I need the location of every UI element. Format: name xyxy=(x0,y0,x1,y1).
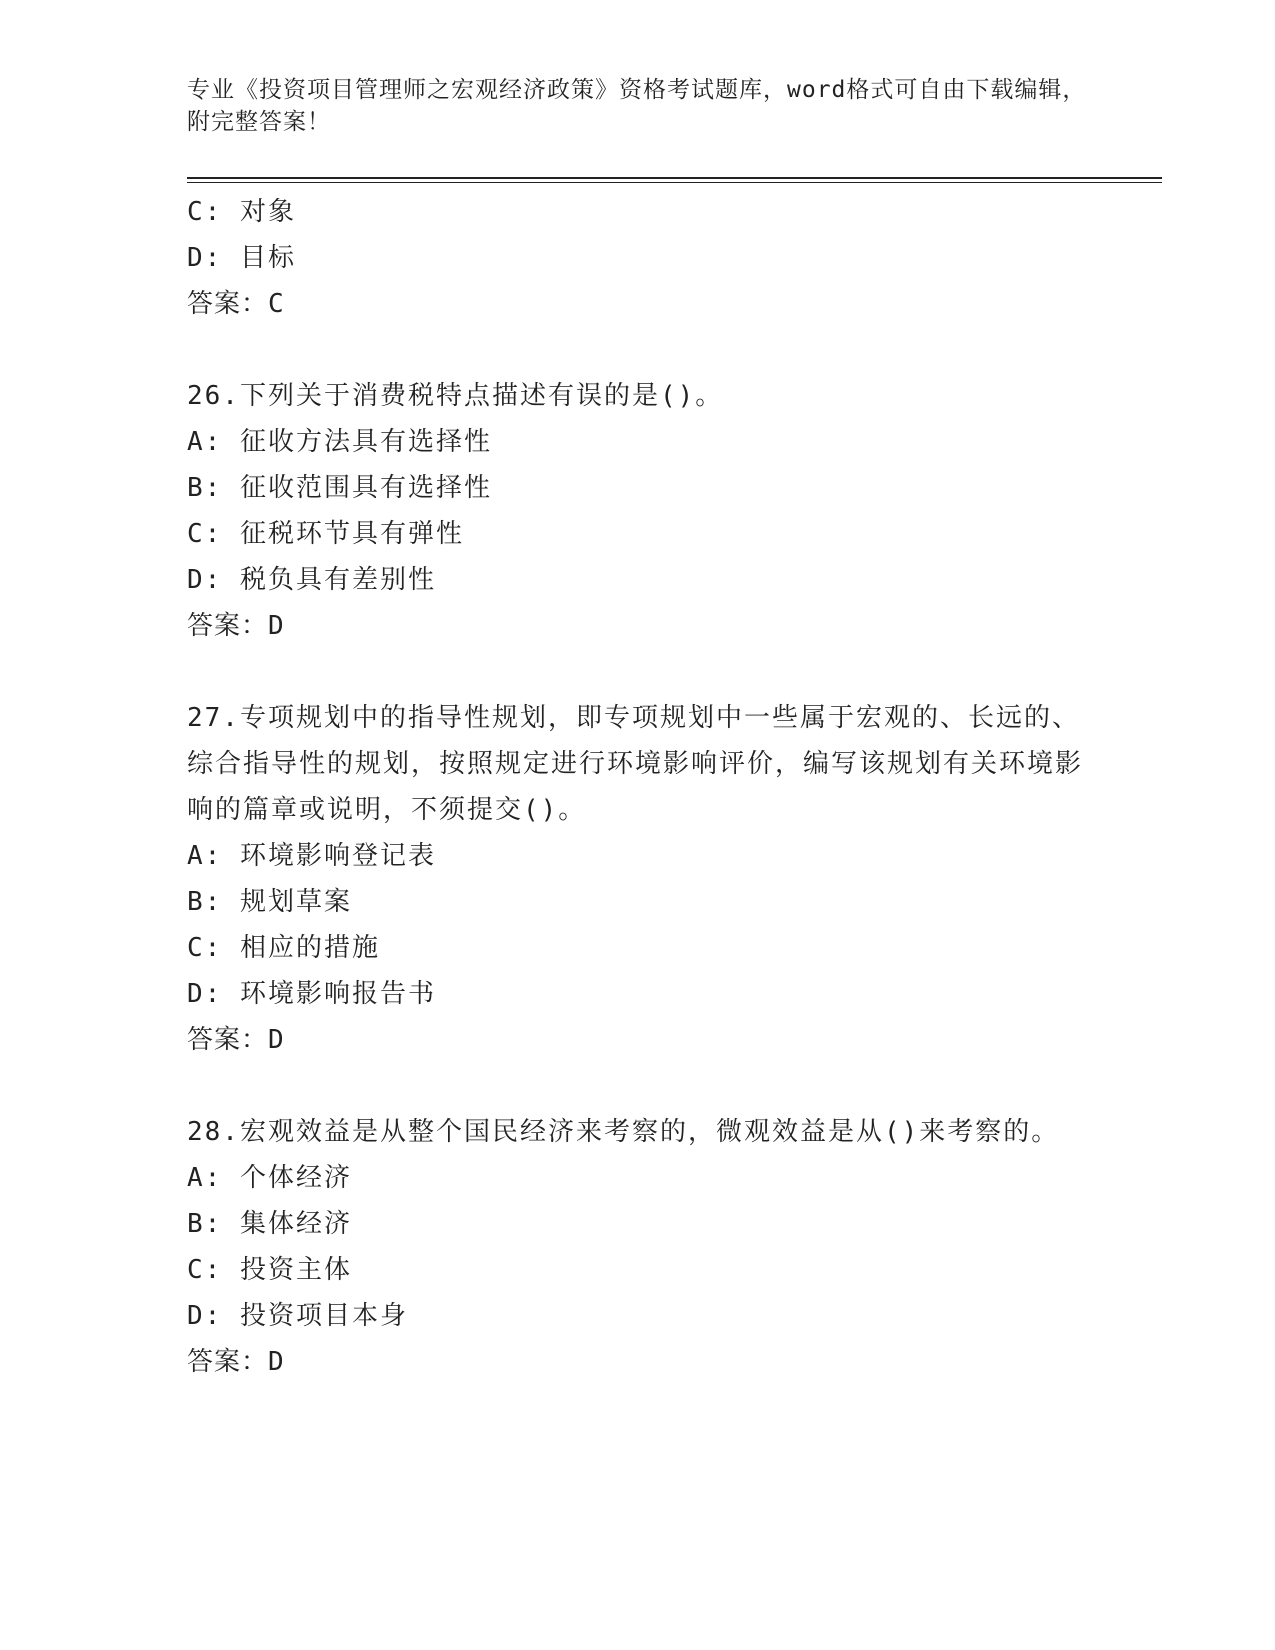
answer-value: D xyxy=(268,611,285,641)
option-a: A: 征收方法具有选择性 xyxy=(187,427,492,457)
answer-label: 答案： xyxy=(187,611,269,641)
option-b: B: 集体经济 xyxy=(187,1209,352,1239)
document-header: 专业《投资项目管理师之宏观经济政策》资格考试题库，word格式可自由下载编辑，附完整答案！ xyxy=(187,77,1087,135)
option-d: D: 投资项目本身 xyxy=(187,1301,408,1331)
answer-label: 答案： xyxy=(187,1025,269,1055)
option-c: C: 对象 xyxy=(187,197,296,227)
question-26 xyxy=(187,373,1087,649)
question-text: 27.专项规划中的指导性规划，即专项规划中一些属于宏观的、长远的、综合指导性的规划，按照规定进行环境影响评价，编写该规划有关环境影响的篇章或说明，不须提交()。 xyxy=(187,703,1084,825)
question-text: 26.下列关于消费税特点描述有误的是()。 xyxy=(187,381,724,411)
option-d: D: 环境影响报告书 xyxy=(187,979,436,1009)
spacer xyxy=(187,327,1087,373)
option-a: A: 个体经济 xyxy=(187,1163,352,1193)
option-c: C: 投资主体 xyxy=(187,1255,352,1285)
option-b: B: 征收范围具有选择性 xyxy=(187,473,492,503)
answer-line xyxy=(187,1017,1087,1063)
answer-value: D xyxy=(268,1025,285,1055)
previous-question-tail xyxy=(187,189,1087,327)
answer-line xyxy=(187,603,1087,649)
question-28 xyxy=(187,1109,1087,1385)
answer-value: C xyxy=(268,289,285,319)
answer-line xyxy=(187,1339,1087,1385)
header-rule-thin xyxy=(187,182,1162,183)
question-list xyxy=(187,189,1087,1385)
spacer xyxy=(187,1063,1087,1109)
answer-value: D xyxy=(268,1347,285,1377)
answer-line xyxy=(187,281,1087,327)
answer-label: 答案： xyxy=(187,1347,269,1377)
question-27 xyxy=(187,695,1087,1063)
header-rule-thick xyxy=(187,177,1162,179)
question-text: 28.宏观效益是从整个国民经济来考察的，微观效益是从()来考察的。 xyxy=(187,1117,1060,1147)
spacer xyxy=(187,649,1087,695)
answer-label: 答案： xyxy=(187,289,269,319)
option-c: C: 征税环节具有弹性 xyxy=(187,519,464,549)
option-d: D: 税负具有差别性 xyxy=(187,565,436,595)
option-b: B: 规划草案 xyxy=(187,887,352,917)
option-c: C: 相应的措施 xyxy=(187,933,380,963)
option-a: A: 环境影响登记表 xyxy=(187,841,436,871)
option-d: D: 目标 xyxy=(187,243,296,273)
